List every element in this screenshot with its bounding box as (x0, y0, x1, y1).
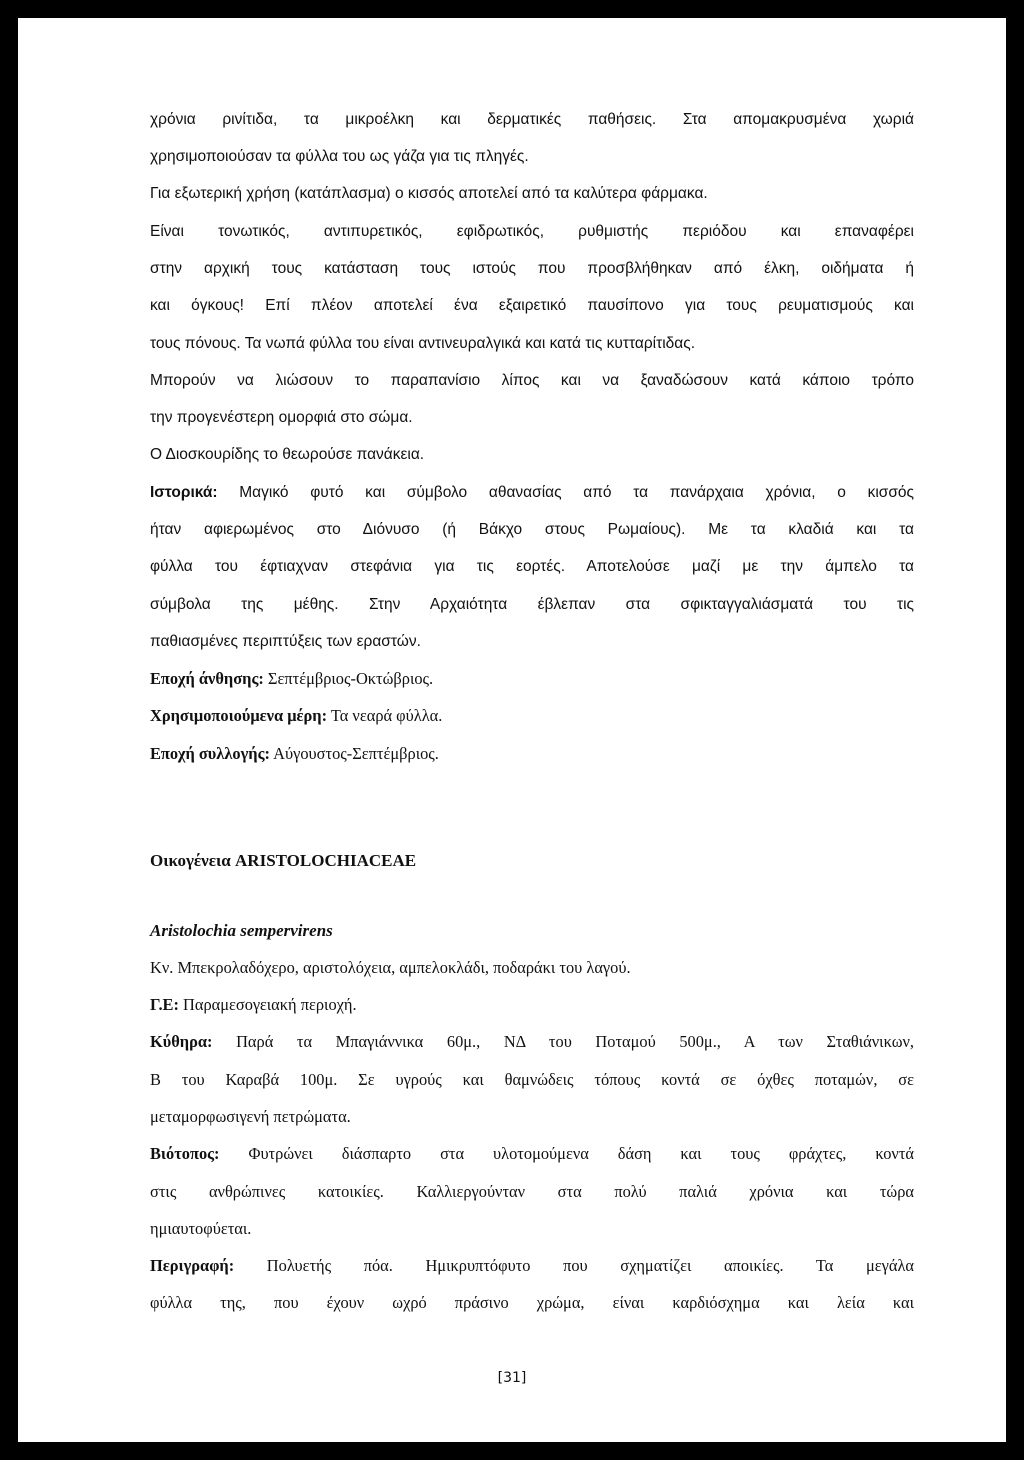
text-line: την προγενέστερη ομορφιά στο σώμα. (150, 409, 413, 426)
text-line: στην αρχική τους κατάσταση τους ιστούς που προσβλήθηκαν από έλκη, οιδήματα ή (150, 260, 914, 277)
habitat-line: στις ανθρώπινες κατοικίες. Καλλιεργούνταν στα πολύ παλιά χρόνια και τώρα (150, 1182, 914, 1201)
text-line: και όγκους! Επί πλέον αποτελεί ένα εξαιρετικό παυσίπονο για τους ρευματισμούς και (150, 297, 914, 314)
history-line: σύμβολα της μέθης. Στην Αρχαιότητα έβλεπαν στα σφικταγγαλιάσματά του τις (150, 596, 914, 613)
ge-label: Γ.Ε: (150, 995, 179, 1014)
habitat-line: ημιαυτοφύεται. (150, 1219, 252, 1238)
habitat-label: Βιότοπος: (150, 1144, 220, 1163)
flowering-line (150, 669, 433, 689)
history-label: Ιστορικά: (150, 484, 218, 501)
page-number: [31] (497, 1370, 527, 1386)
used-parts-label: Χρησιμοποιούμενα μέρη: (150, 706, 328, 725)
used-parts-line (150, 706, 442, 726)
flowering-label: Εποχή άνθησης: (150, 669, 264, 688)
kythira-text: Παρά τα Μπαγιάννικα 60μ., ΝΔ του Ποταμού 500μ., Α των Σταθιάνικων, (212, 1032, 914, 1051)
harvest-label: Εποχή συλλογής: (150, 744, 270, 763)
flowering-value: Σεπτέμβριος-Οκτώβριος. (263, 669, 434, 688)
description-label: Περιγραφή: (150, 1256, 235, 1275)
history-line (150, 483, 914, 503)
description-text: Πολυετής πόα. Ημικρυπτόφυτο που σχηματίζει αποικίες. Τα μεγάλα (234, 1256, 914, 1275)
ge-line (150, 995, 357, 1015)
harvest-line (150, 744, 439, 764)
description-line: φύλλα της, που έχουν ωχρό πράσινο χρώμα, είναι καρδιόσχημα και λεία και (150, 1293, 914, 1312)
text-line: χρόνια ρινίτιδα, τα μικροέλκη και δερματικές παθήσεις. Στα απομακρυσμένα χωριά (150, 111, 914, 128)
history-text: Μαγικό φυτό και σύμβολο αθανασίας από τα πανάρχαια χρόνια, ο κισσός (217, 484, 914, 501)
text-line: χρησιμοποιούσαν τα φύλλα του ως γάζα για τις πληγές. (150, 148, 529, 165)
habitat-text: Φυτρώνει διάσπαρτο στα υλοτομούμενα δάση και τους φράχτες, κοντά (219, 1144, 914, 1163)
text-line: τους πόνους. Τα νωπά φύλλα του είναι αντινευραλγικά και κατά τις κυτταρίτιδας. (150, 335, 696, 352)
kythira-line (150, 1032, 914, 1052)
kythira-line: μεταμορφωσιγενή πετρώματα. (150, 1107, 351, 1126)
text-line: Για εξωτερική χρήση (κατάπλασμα) ο κισσός αποτελεί από τα καλύτερα φάρμακα. (150, 185, 708, 202)
family-heading: Οικογένεια ARISTOLOCHIACEAE (150, 851, 417, 870)
history-line: παθιασμένες περιπτύξεις των εραστών. (150, 633, 421, 650)
text-line: Μπορούν να λιώσουν το παραπανίσιο λίπος και να ξαναδώσουν κατά κάποιο τρόπο (150, 372, 914, 389)
common-names: Κν. Μπεκρολαδόχερο, αριστολόχεια, αμπελοκλάδι, ποδαράκι του λαγού. (150, 958, 631, 977)
text-line: Είναι τονωτικός, αντιπυρετικός, εφιδρωτικός, ρυθμιστής περιόδου και επαναφέρει (150, 223, 914, 240)
ge-value: Παραμεσογειακή περιοχή. (178, 995, 357, 1014)
text-line: Ο Διοσκουρίδης το θεωρούσε πανάκεια. (150, 446, 425, 463)
habitat-line (150, 1144, 914, 1164)
kythira-line: Β του Καραβά 100μ. Σε υγρούς και θαμνώδεις τόπους κοντά σε όχθες ποταμών, σε (150, 1070, 914, 1089)
description-line (150, 1256, 914, 1276)
history-line: φύλλα του έφτιαχναν στεφάνια για τις εορτές. Αποτελούσε μαζί με την άμπελο τα (150, 558, 914, 575)
kythira-label: Κύθηρα: (150, 1032, 213, 1051)
document-page (18, 18, 1006, 1442)
used-parts-value: Τα νεαρά φύλλα. (327, 706, 443, 725)
species-name: Aristolochia sempervirens (150, 921, 333, 940)
history-line: ήταν αφιερωμένος στο Διόνυσο (ή Βάκχο στους Ρωμαίους). Με τα κλαδιά και τα (150, 521, 914, 538)
harvest-value: Αύγουστος-Σεπτέμβριος. (269, 744, 439, 763)
